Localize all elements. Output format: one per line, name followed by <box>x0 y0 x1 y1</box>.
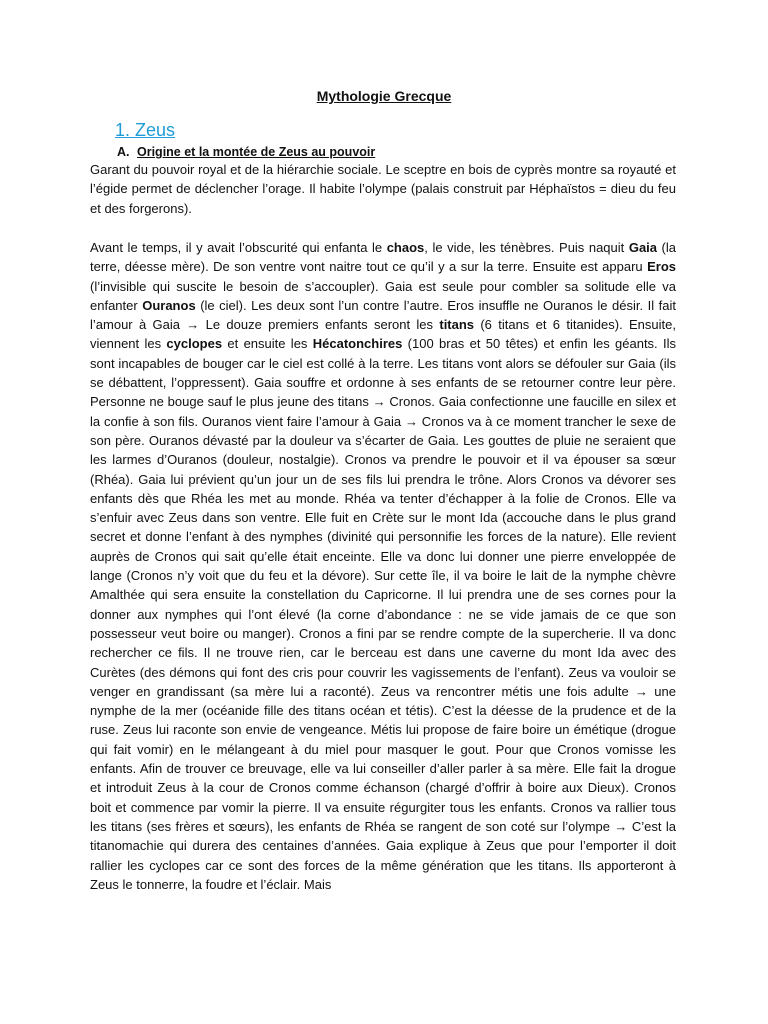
bold-term: → <box>186 317 200 333</box>
text-run: (100 bras et 50 têtes) et enfin les géants. Ils sont incapables de bouger car le ciel est collé à la terre. Les titans vont alors se défouler sur Gaia (ils se débattent, l’oppressent). Gaia souffre et ordonne à ses enfants de se retourner contre leur père. Personne ne bouge sauf le plus jeune des titans <box>90 336 676 410</box>
bold-term: cyclopes <box>166 336 223 352</box>
text-run: et ensuite les <box>222 336 313 352</box>
text-run: une nymphe de la mer (océanide fille des titans océan et tétis). C’est la déesse de la prudence et de la ruse. Zeus lui raconte son envie de vengeance. Métis lui propose de faire boire un émétique (drogue qui fait vomir) en le mélangeant à du miel pour masquer le gout. Pour que Cronos vomisse les enfants. Afin de trouver ce breuvage, elle va lui conseiller d’aller parler à sa mère. Elle fait la drogue et introduit Zeus à la cour de Cronos comme échanson (chargé d’offrir à boire aux Dieux). Cronos boit et commence par vomir la pierre. Il va ensuite régurgiter tous les enfants. Cronos va rallier tous les titans (ses frères et sœurs), les enfants de Rhéa se rangent de son coté sur l’olympe <box>90 683 676 834</box>
text-run: (le ciel). Les deux sont l’un contre l’autre. Eros insuffle ne Ouranos le désir. Il fait l’amour à Gaia <box>90 297 676 333</box>
bold-term: → <box>614 818 628 834</box>
text-run: Le douze premiers enfants seront les <box>199 317 440 333</box>
text-run: , le vide, les ténèbres. Puis naquit <box>424 240 629 255</box>
bold-term: → <box>372 394 386 410</box>
section-heading: 1. Zeus <box>115 120 176 140</box>
text-run: (6 titans et 6 titanides). Ensuite, viennent les <box>90 317 676 352</box>
bold-term: chaos <box>386 240 425 255</box>
bold-term: → <box>635 683 649 699</box>
paragraph <box>90 160 676 218</box>
bold-term: Eros <box>647 259 676 275</box>
text-run: (l’invisible qui suscite le besoin de s’accoupler). Gaia est seule pour combler sa solitude elle va enfanter <box>90 278 676 313</box>
subsection-heading-text: Origine et la montée de Zeus au pouvoir <box>137 145 376 159</box>
bold-term: Gaia <box>628 240 658 255</box>
text-run: Avant le temps, il y avait l’obscurité qui enfanta le <box>90 240 387 255</box>
bold-term: titans <box>439 317 475 333</box>
bold-term: Ouranos <box>142 297 196 313</box>
text-run: Cronos. Gaia confectionne une faucille en silex et la confie à son fils. Ouranos vient faire l’amour à Gaia <box>90 394 676 429</box>
text-run: Garant du pouvoir royal et de la hiérarchie sociale. Le sceptre en bois de cyprès montre sa royauté et l’égide permet de déclencher l’orage. Il habite l’olympe (palais construit par Héphaïstos = dieu du feu et des forgerons). <box>90 162 676 216</box>
bold-term: → <box>404 413 418 429</box>
bold-term: Hécatonchires <box>312 336 403 352</box>
paragraph <box>90 238 676 894</box>
document-title: Mythologie Grecque <box>316 88 452 104</box>
text-run: C’est la titanomachie qui durera des centaines d’années. Gaia explique à Zeus que pour l’emporter il doit rallier les cyclopes car ce sont des forces de la même génération que les titans. Ils apporteront à Zeus le tonnerre, la foudre et l’éclair. Mais <box>90 818 676 892</box>
text-run: (la terre, déesse mère). De son ventre vont naitre tout ce qu’il y a sur la terre. Ensuite est apparu <box>90 240 677 275</box>
subsection-heading <box>117 145 375 159</box>
text-run: Cronos va à ce moment trancher le sexe de son père. Ouranos dévasté par la douleur va s’écarter de Gaia. Les gouttes de pluie ne seraient que les larmes d’Ouranos (douleur, nostalgie). Cronos va prendre le pouvoir et il va épouser sa sœur (Rhéa). Gaia lui prévient qu’un jour un de ses fils lui prendra le trône. Alors Cronos va dévorer ses enfants dès que Rhéa les met au monde. Rhéa va tenter d’échapper à la folie de Cronos. Elle va s’enfuir avec Zeus dans son ventre. Elle fuit en Crète sur le mont Ida (accouche dans le plus grand secret et donne l’enfant à des nymphes (divinité qui personnifie les forces de la nature). Elle revient auprès de Cronos qui sait qu’elle était enceinte. Elle va donc lui donner une pierre enveloppée de lange (Cronos n’y voit que du feu et la dévore). Sur cette île, il va boire le lait de la nymphe chèvre Amalthée qui sera ensuite la constellation du Capricorne. Il lui prendra une de ses cornes pour la donner aux nymphes qui l’ont élevé (la corne d’abondance : ne se vide jamais de ce que son possesseur veut boire ou manger). Cronos a fini par se rendre compte de la supercherie. Il va donc rechercher ce fils. Il ne trouve rien, car le berceau est dans une caverne du mont Ida avec des Curètes (des démons qui font des cris pour couvrir les vagissements de l’enfant). Zeus va vouloir se venger en grandissant (sa mère lui a raconté). Zeus va rencontrer métis une fois adulte <box>90 413 677 699</box>
list-marker: A. <box>117 145 130 159</box>
